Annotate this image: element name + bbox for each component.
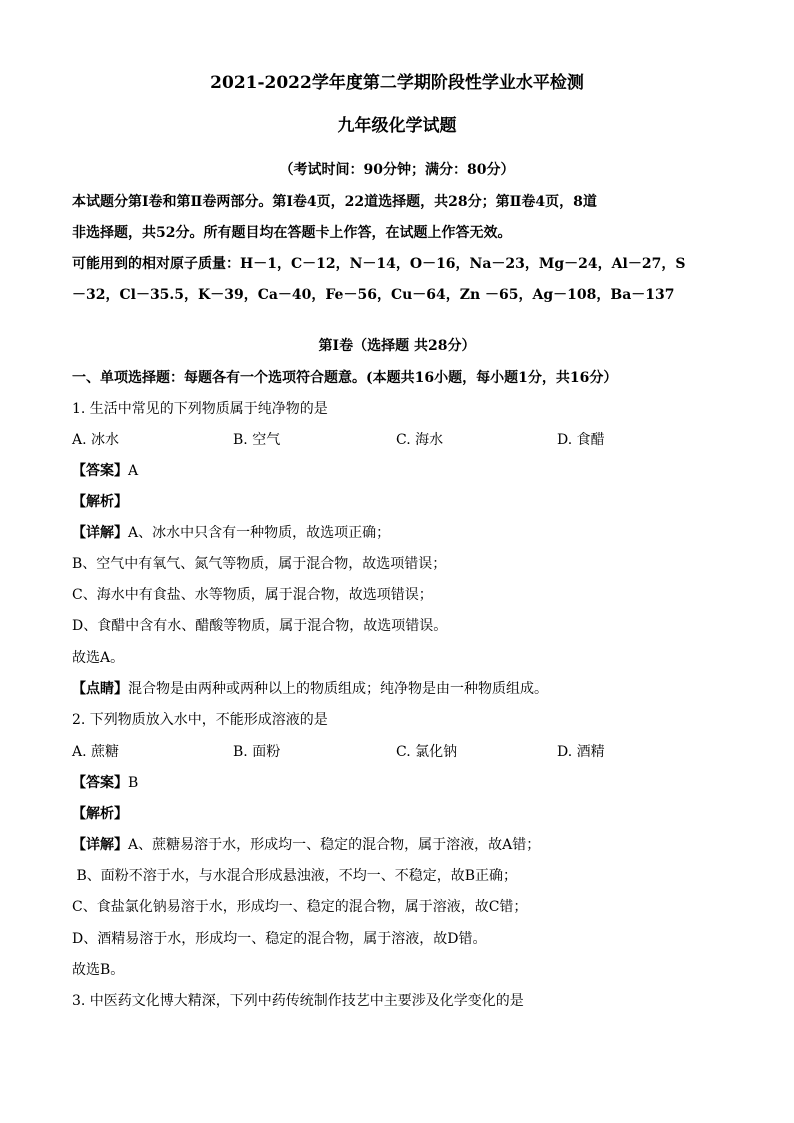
exam-subtitle: 九年级化学试题 [337,116,457,136]
question-2-detail-line: D、酒精易溶于水，形成均一、稳定的混合物，属于溶液，故D错。 [72,931,487,947]
question-3-stem: 3. 中医药文化博大精深，下列中药传统制作技艺中主要涉及化学变化的是 [72,993,524,1009]
question-1-detail-line: B、空气中有氧气、氮气等物质，属于混合物，故选项错误； [72,556,447,572]
question-1-detail-line [72,523,390,543]
intro-line-1: 本试题分第Ⅰ卷和第Ⅱ卷两部分。第Ⅰ卷4页，22道选择题，共28分；第Ⅱ卷4页，8道 [72,194,597,210]
question-1-option-c: C. 海水 [396,432,444,448]
question-1-option-a: A. 冰水 [72,432,120,448]
question-2-detail-line: B、面粉不溶于水，与水混合形成悬浊液，不均一、不稳定，故B正确； [72,868,518,884]
question-2-option-c: C. 氯化钠 [396,744,458,760]
remark-text: 混合物是由两种或两种以上的物质组成；纯净物是由一种物质组成。 [128,681,548,697]
question-2-analysis-label: 【解析】 [72,806,128,822]
atomic-mass-line-1: 可能用到的相对原子质量：H－1，C－12，N－14，O－16，Na－23，Mg－24，Al－27，S [72,256,686,272]
question-1-detail-line: C、海水中有食盐、水等物质，属于混合物，故选项错误； [72,587,433,603]
question-1-option-b: B. 空气 [233,432,281,448]
question-2-conclusion: 故选B。 [72,962,125,978]
answer-value: B [128,775,139,791]
atomic-mass-line-2: －32，Cl－35.5，K－39，Ca－40，Fe－56，Cu－64，Zn －65，Ag－108，Ba－137 [72,287,675,303]
question-1-option-d: D. 食醋 [557,432,605,448]
detail-text: A、冰水中只含有一种物质，故选项正确； [128,525,391,541]
question-2-option-a: A. 蔗糖 [72,744,120,760]
question-2-option-d: D. 酒精 [557,744,605,760]
intro-line-2: 非选择题，共52分。所有题目均在答题卡上作答，在试题上作答无效。 [72,225,512,241]
question-1-detail-line: D、食醋中含有水、醋酸等物质，属于混合物，故选项错误。 [72,618,448,634]
question-1-analysis-label: 【解析】 [72,494,128,510]
answer-label: 【答案】 [72,775,128,791]
detail-label: 【详解】 [72,837,128,853]
detail-label: 【详解】 [72,525,128,541]
question-1-stem: 1. 生活中常见的下列物质属于纯净物的是 [72,401,328,417]
question-2-detail-line [72,835,540,855]
question-1-remark [72,679,548,699]
detail-text: A、蔗糖易溶于水，形成均一、稳定的混合物，属于溶液，故A错； [128,837,541,853]
remark-label: 【点睛】 [72,681,128,697]
question-2-answer [72,773,138,793]
answer-value: A [128,463,139,479]
question-2-detail-line: C、食盐氯化钠易溶于水，形成均一、稳定的混合物，属于溶液，故C错； [72,899,528,915]
exam-title: 2021-2022学年度第二学期阶段性学业水平检测 [210,73,584,93]
question-1-conclusion: 故选A。 [72,650,125,666]
question-1-answer [72,461,138,481]
section-title: 第Ⅰ卷（选择题 共28分） [318,338,476,354]
question-2-stem: 2. 下列物质放入水中，不能形成溶液的是 [72,712,328,728]
exam-info: （考试时间：90分钟；满分：80分） [279,162,515,178]
part-heading: 一、单项选择题：每题各有一个选项符合题意。(本题共16小题，每小题1分，共16分） [72,370,618,386]
answer-label: 【答案】 [72,463,128,479]
question-2-option-b: B. 面粉 [233,744,281,760]
